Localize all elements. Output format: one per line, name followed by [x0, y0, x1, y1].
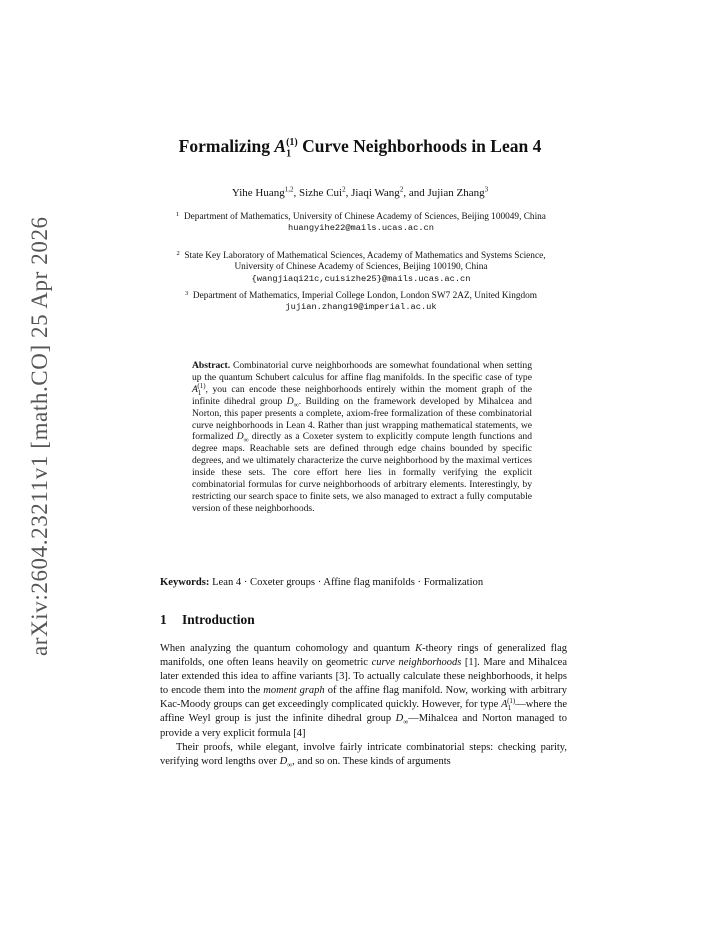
abstract-label: Abstract.: [192, 360, 231, 371]
introduction-text: [160, 642, 567, 769]
affiliation-2: $^2$ State Key Laboratory of Mathematical Sciences, Academy of Mathematics and Systems Science, University of Chinese Academy of Sciences, Beijing 100190, China {wangjiaqi21c,cuisizhe25}@mails.ucas.ac.cn: [160, 248, 562, 285]
author-list: [160, 185, 560, 199]
keywords-label: Keywords:: [160, 577, 210, 588]
email: jujian.zhang19@imperial.ac.uk: [285, 302, 437, 313]
paragraph: When analyzing the quantum cohomology and quantum K-theory rings of generalized flag manifolds, one often leans heavily on geometric curve neighborhoods [1]. Mare and Mihalcea later extended this idea to affine variants [3]. To actually calculate these neighborhoods, it helps to encode them into the moment graph of the affine flag manifold. Now, working with arbitrary Kac-Moody groups can get exceedingly complicated quickly. However, for type $A_1^{(1)}—where$ the affine Weyl group is just the infinite dihedral group $D_\infty—Mihalcea$ and Norton managed to provide a very explicit formula [4]: [160, 643, 568, 739]
section-heading: 1 Introduction: [160, 612, 255, 627]
affiliation-3: $^3$ Department of Mathematics, Imperial College London, London SW7 2AZ, United Kingdom jujian.zhang19@imperial.ac.uk: [160, 288, 562, 314]
author: Yihe Huang$^{1,2}$,: [231, 185, 299, 199]
author: Sizhe Cui$^2$,: [299, 185, 352, 199]
email: {wangjiaqi21c,cuisizhe25}@mails.ucas.ac.cn: [251, 273, 471, 284]
paper-title: Formalizing $A_1^{(1)}$ Curve Neighborhoods in Lean 4: [178, 136, 542, 160]
email: huangyihe22@mails.ucas.ac.cn: [288, 223, 434, 234]
abstract: Abstract. Combinatorial curve neighborhoods are somewhat foundational when setting up the quantum Schubert calculus for affine flag manifolds. In the specific case of type $A_1^{(1)}$, you can encode these neighborhoods entirely within the moment graph of the infinite dihedral group $D_\infty$. Building on the framework developed by Mihalcea and Norton, this paper presents a complete, axiom-free formalization of these combinatorial curve neighborhoods in Lean 4. Rather than just wrapping mathematical statements, we formalized $D_\infty$ directly as a Coxeter system to explicitly compute length functions and degree maps. Reachable sets are defined through edge chains bounded by specific degrees, and we ultimately characterize the curve neighborhood by the maximal vertices inside these sets. The core effort here lies in formally verifying the explicit combinatorial formulas for curve neighborhoods of arbitrary elements. Interestingly, by restricting our search space to finite sets, we also managed to extract a fully computable version of these neighborhoods.: [192, 360, 532, 514]
keywords: Keywords: Lean 4 · Coxeter groups · Affine flag manifolds · Formalization: [160, 577, 484, 588]
affiliation-1: $^1$ Department of Mathematics, University of Chinese Academy of Sciences, Beijing 100049, China huangyihe22@mails.ucas.ac.cn: [160, 209, 562, 235]
author: Jiaqi Wang$^2$, and: [351, 185, 428, 199]
author: Jujian Zhang$^3$: [427, 185, 489, 199]
arxiv-stamp: arXiv:2604.23211v1 [math.CO] 25 Apr 2026: [27, 216, 52, 656]
paragraph: Their proofs, while elegant, involve fairly intricate combinatorial steps: checking parity, verifying word lengths over $D_\infty$, and so on. These kinds of arguments: [160, 741, 567, 769]
